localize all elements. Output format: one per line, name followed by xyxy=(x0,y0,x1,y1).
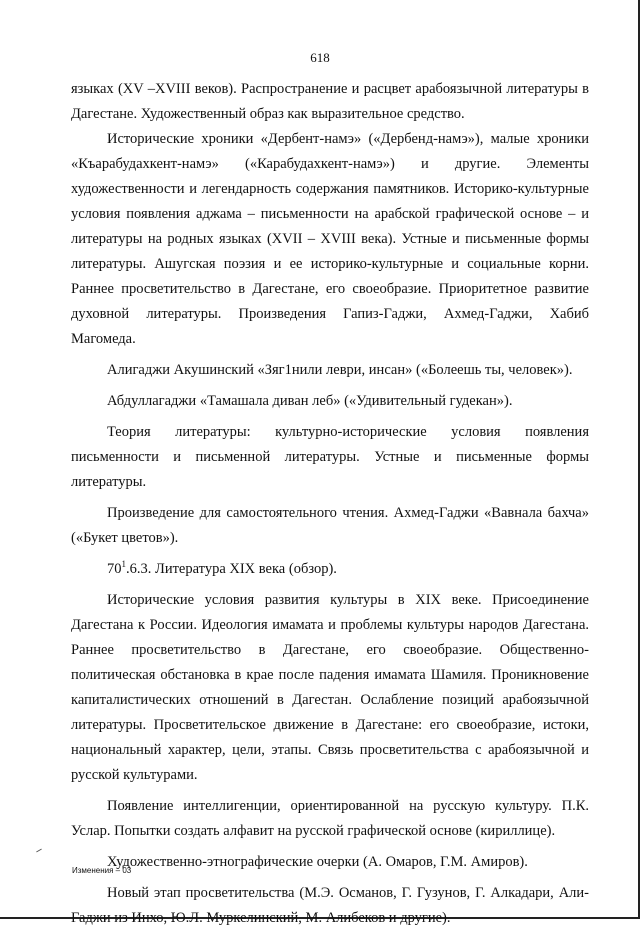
paragraph: Появление интеллигенции, ориентированной на русскую культуру. П.К. Услар. Попытки создать алфавит на русской графической основе (кириллице). xyxy=(71,798,589,839)
paragraph: Исторические условия развития культуры в XIX веке. Присоединение Дагестана к России. Идеология имамата и проблемы культуры народов Дагестана. Раннее просветительство в Дагестане, его своеобразие. Общественно-политическая обстановка в крае после падения имамата Шамиля. Проникновение капиталистических отношений в Дагестан. Ослабление позиций арабоязычной литературы. Просветительское движение в Дагестане: его своеобразие, истоки, национальный характер, цели, этапы. Связь просветительства с арабоязычной и русской культурами. xyxy=(71,592,589,783)
paragraph: Произведение для самостоятельного чтения. Ахмед-Гаджи «Вавнала бахча» («Букет цветов»). xyxy=(71,505,589,546)
heading-superscript: 1 xyxy=(121,559,126,570)
paragraph: Алигаджи Акушинский «Зяг1нили леври, инсан» («Болеешь ты, человек»). xyxy=(107,362,573,378)
paragraph: Абдуллагаджи «Тамашала диван леб» («Удивительный гудекан»). xyxy=(107,393,513,409)
paragraph: Новый этап просветительства (М.Э. Османов, Г. Гузунов, Г. Алкадари, Али-Гаджи из Инхо, Ю.Л. Муркелинский, М. Алибеков и другие). xyxy=(71,885,589,926)
scan-mark xyxy=(36,849,42,853)
paragraph: языках (XV –XVIII веков). Распространение и расцвет арабоязычной литературы в Дагестане. Художественный образ как выразительное средство. xyxy=(71,81,589,122)
section-heading xyxy=(71,557,589,582)
heading-number: 70 xyxy=(107,561,122,577)
page-number: 618 xyxy=(310,50,330,65)
paragraph: Исторические хроники «Дербент-намэ» («Дербенд-намэ»), малые хроники «Къарабудахкент-намэ» («Карабудахкент-намэ») и другие. Элементы художественности и легендарность содержания памятников. Историко-культурные условия появления аджама – письменности на арабской графической основе – и литературы на родных языках (XVII – XVIII века). Устные и письменные формы литературы. Ашугская поэзия и ее историко-культурные и социальные корни. Раннее просветительство в Дагестане, его своеобразие. Приоритетное развитие духовной литературы. Произведения Гапиз-Гаджи, Ахмед-Гаджи, Хабиб Магомеда. xyxy=(71,131,589,347)
heading-title: .6.3. Литература XIX века (обзор). xyxy=(126,561,337,577)
paragraph: Теория литературы: культурно-исторические условия появления письменности и письменной литературы. Устные и письменные формы литературы. xyxy=(71,424,589,490)
body-text xyxy=(71,77,589,931)
footer-revision: Изменения – 03 xyxy=(72,866,132,875)
paragraph: Художественно-этнографические очерки (А. Омаров, Г.М. Амиров). xyxy=(107,854,528,870)
